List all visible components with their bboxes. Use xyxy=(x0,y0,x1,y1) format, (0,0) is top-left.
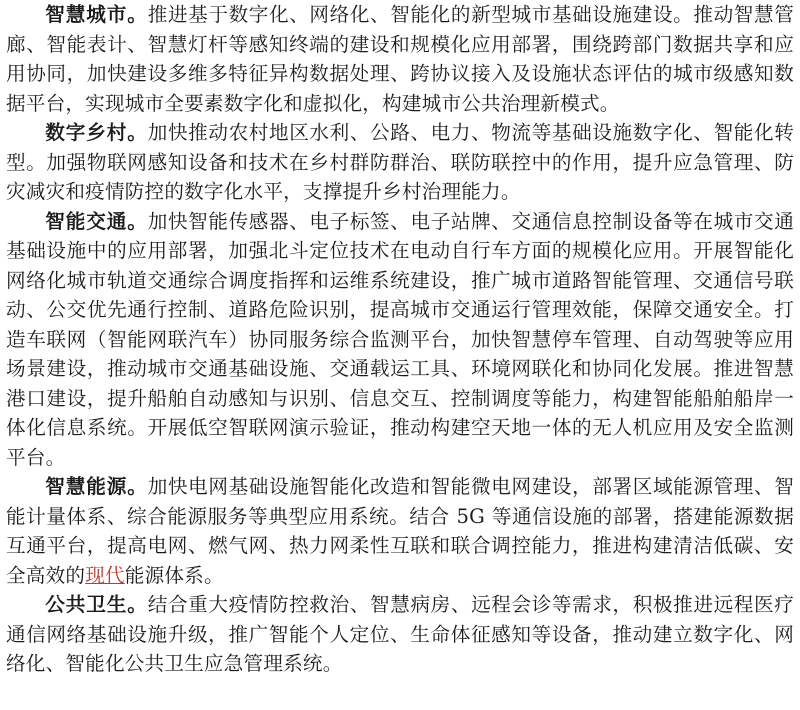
document-body xyxy=(6,0,794,679)
heading-public-health: 公共卫生。 xyxy=(45,593,148,616)
paragraph-smart-energy xyxy=(6,472,794,590)
heading-digital-village: 数字乡村。 xyxy=(45,121,148,144)
paragraph-text: 加快智能传感器、电子标签、电子站牌、交通信息控制设备等在城市交通基础设施中的应用部署，加强北斗定位技术在电动自行车方面的规模化应用。开展智能化网络化城市轨道交通综合调度指挥和运维系统建设，推广城市道路智能管理、交通信号联动、公交优先通行控制、道路危险识别，提高城市交通运行管理效能，保障交通安全。打造车联网（智能网联汽车）协同服务综合监测平台，加快智慧停车管理、自动驾驶等应用场景建设，推动城市交通基础设施、交通载运工具、环境网联化和协同化发展。推进智慧港口建设，提升船舶自动感知与识别、信息交互、控制调度等能力，构建智能船舶船岸一体化信息系统。开展低空智联网演示验证，推动构建空天地一体的无人机应用及安全监测平台。 xyxy=(6,209,794,469)
paragraph-text-end: 能源体系。 xyxy=(124,563,224,587)
heading-smart-transport: 智能交通。 xyxy=(45,209,148,233)
paragraph-text: 结合重大疫情防控救治、智慧病房、远程会诊等需求，积极推进远程医疗通信网络基础设施升级，推广智能个人定位、生命体征感知等设备，推动建立数字化、网络化、智能化公共卫生应急管理系统。 xyxy=(6,593,794,675)
paragraph-text: 推进基于数字化、网络化、智能化的新型城市基础设施建设。推动智慧管廊、智能表计、智慧灯杆等感知终端的建设和规模化应用部署，围绕跨部门数据共享和应用协同，加快建设多维多特征异构数据处理、跨协议接入及设施状态评估的城市级感知数据平台，实现城市全要素数字化和虚拟化，构建城市公共治理新模式。 xyxy=(6,3,794,115)
paragraph-smart-city xyxy=(6,0,794,118)
heading-smart-city: 智慧城市。 xyxy=(45,3,148,26)
paragraph-text: 加快推动农村地区水利、公路、电力、物流等基础设施数字化、智能化转型。加强物联网感知设备和技术在乡村群防群治、联防联控中的作用，提升应急管理、防灾减灾和疫情防控的数字化水平，支撑提升乡村治理能力。 xyxy=(6,121,794,203)
paragraph-digital-village xyxy=(6,118,794,207)
heading-smart-energy: 智慧能源。 xyxy=(45,475,148,498)
paragraph-smart-transport xyxy=(6,207,794,473)
keyword-link[interactable]: 现代 xyxy=(85,563,125,587)
paragraph-text: 加快电网基础设施智能化改造和智能微电网建设，部署区域能源管理、智能计量体系、综合能源服务等典型应用系统。结合 5G 等通信设施的部署，搭建能源数据互通平台，提高电网、燃气网、热力网柔性互联和联合调控能力，推进构建清洁低碳、安全高效的 xyxy=(6,475,794,587)
paragraph-public-health xyxy=(6,590,794,679)
